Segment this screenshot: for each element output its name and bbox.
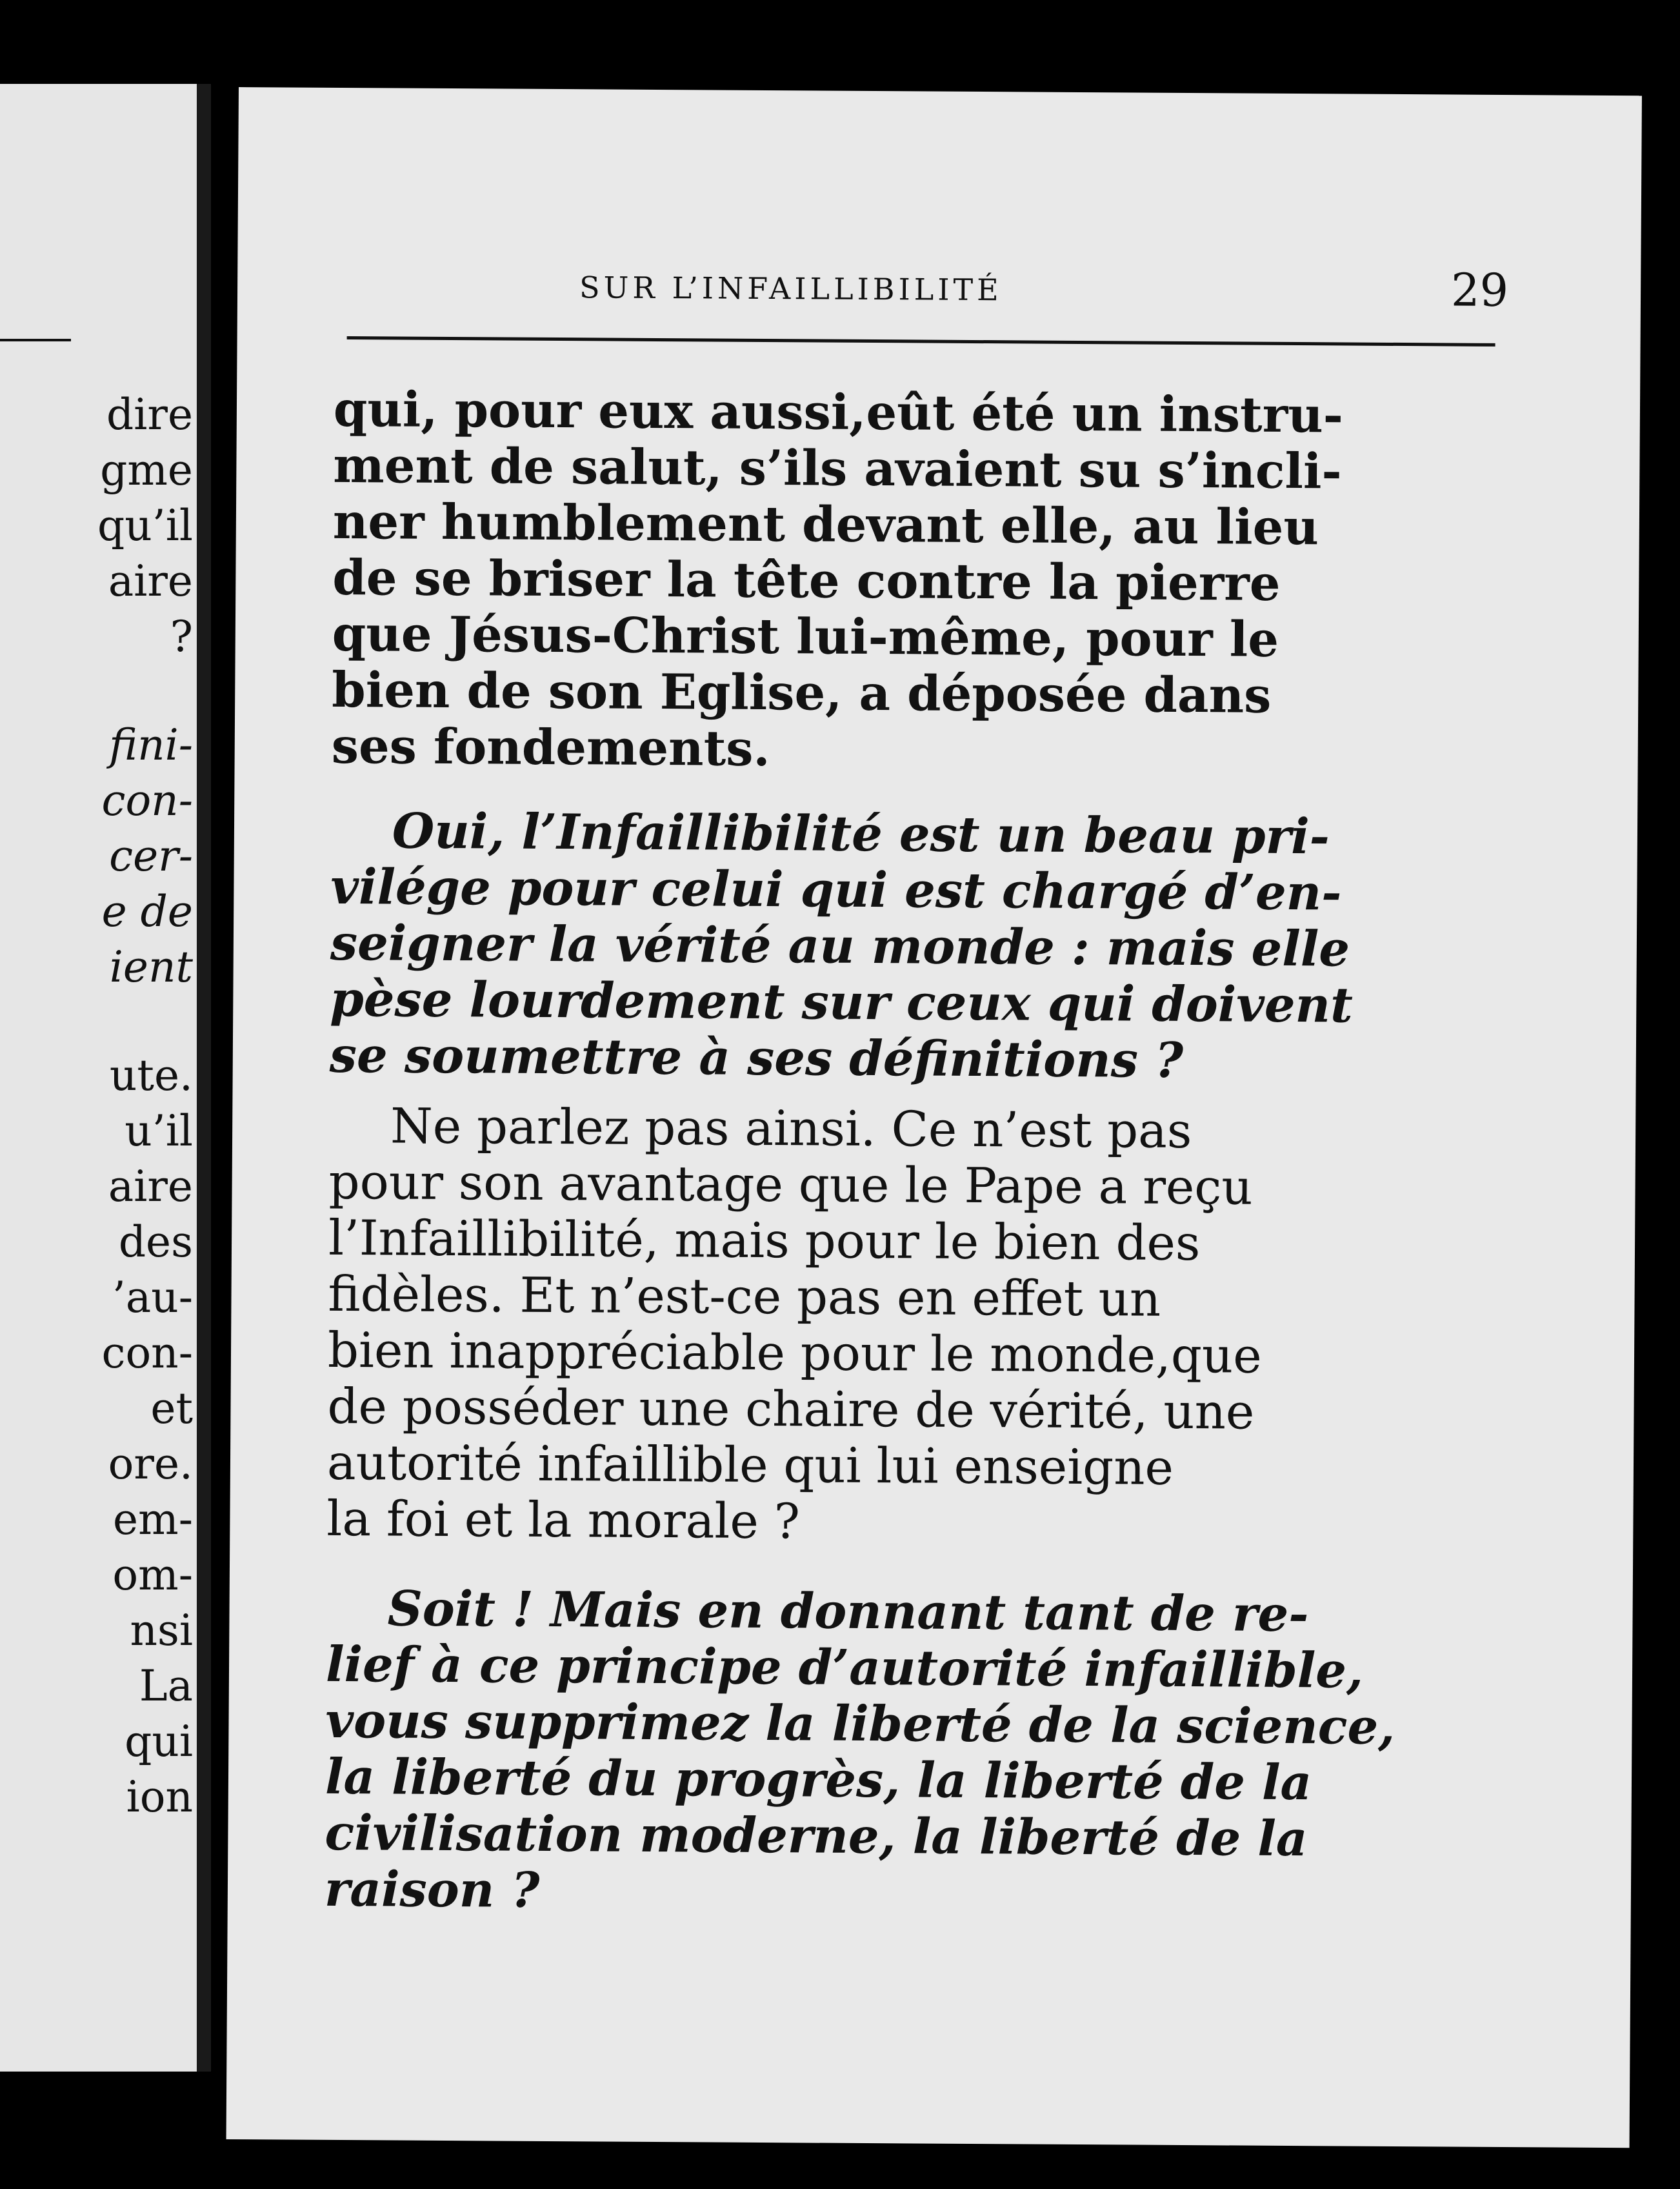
text-fragment: ?: [170, 612, 193, 661]
text-fragment: aire: [108, 556, 193, 606]
text-fragment: La: [139, 1661, 193, 1711]
text-fragment: ’au-: [112, 1273, 193, 1322]
text-line: lief à ce principe d’autorité infaillible,: [325, 1635, 1364, 1699]
text-line: l’Infaillibilité, mais pour le bien des: [328, 1209, 1201, 1272]
page-number: 29: [1450, 263, 1509, 318]
text-line: raison ?: [324, 1860, 540, 1919]
answer-paragraph: [326, 1098, 1477, 1554]
text-fragment: e de: [101, 887, 193, 936]
text-fragment: fini-: [109, 720, 193, 770]
page-header: [579, 258, 1509, 322]
text-fragment: ient: [109, 942, 193, 992]
text-fragment: con-: [101, 1328, 193, 1378]
question-paragraph: [325, 1580, 1475, 1924]
text-fragment: u’il: [125, 1106, 193, 1156]
text-line: de se briser la tête contre la pierre: [332, 549, 1281, 612]
book-page: [226, 87, 1642, 2148]
text-line: bien inappréciable pour le monde,que: [327, 1321, 1262, 1384]
text-line: Soit ! Mais en donnant tant de re-: [387, 1580, 1309, 1643]
text-line: seigner la vérité au monde : mais elle: [330, 914, 1350, 978]
text-line: vous supprimez la liberté de la science,: [325, 1691, 1395, 1755]
facing-page: [0, 84, 211, 2072]
text-fragment: ore.: [108, 1439, 193, 1489]
text-line: ment de salut, s’ils avaient su s’incli-: [333, 436, 1342, 500]
text-line: pour son avantage que le Pape a reçu: [328, 1153, 1253, 1216]
text-fragment: ute.: [109, 1051, 193, 1100]
text-line: civilisation moderne, la liberté de la: [325, 1804, 1308, 1868]
text-fragment: con-: [101, 776, 193, 825]
page-body: [325, 381, 1483, 1924]
facing-page-rule: [0, 339, 71, 341]
text-line: que Jésus-Christ lui-même, pour le: [332, 605, 1279, 668]
text-line: se soumettre à ses définitions ?: [329, 1026, 1184, 1089]
text-line: Oui, l’Infaillibilité est un beau pri-: [392, 802, 1330, 865]
text-fragment: dire: [106, 390, 193, 439]
header-rule: [347, 336, 1495, 347]
question-paragraph: [330, 803, 1480, 1091]
text-fragment: gme: [100, 445, 193, 495]
text-fragment: om-: [112, 1550, 193, 1600]
text-fragment: em-: [113, 1495, 193, 1544]
running-title: SUR L’INFAILLIBILITÉ: [579, 270, 1003, 308]
text-line: vilége pour celui qui est chargé d’en-: [330, 858, 1342, 922]
text-line: ner humblement devant elle, au lieu: [332, 492, 1319, 556]
text-line: bien de son Eglise, a déposée dans: [332, 661, 1272, 724]
text-line: la foi et la morale ?: [326, 1489, 801, 1550]
text-fragment: qui: [125, 1717, 193, 1766]
text-line: Ne parlez pas ainsi. Ce n’est pas: [390, 1097, 1192, 1160]
text-line: qui, pour eux aussi,eût été un instru-: [333, 380, 1344, 444]
text-line: autorité infaillible qui lui enseigne: [326, 1433, 1174, 1496]
text-fragment: et: [150, 1384, 193, 1433]
text-fragment: ion: [126, 1772, 193, 1822]
text-line: la liberté du progrès, la liberté de la: [325, 1748, 1312, 1811]
text-fragment: qu’il: [97, 501, 193, 550]
text-line: fidèles. Et n’est-ce pas en effet un: [328, 1265, 1161, 1327]
facing-page-text: [97, 387, 193, 1825]
answer-paragraph: [331, 381, 1482, 782]
text-line: ses fondements.: [331, 717, 770, 778]
text-fragment: nsi: [130, 1606, 193, 1655]
text-line: de posséder une chaire de vérité, une: [327, 1377, 1255, 1440]
text-fragment: aire: [108, 1162, 193, 1211]
text-line: pèse lourdement sur ceux qui doivent: [330, 970, 1354, 1034]
text-fragment: des: [118, 1217, 193, 1267]
text-fragment: cer-: [109, 831, 193, 881]
